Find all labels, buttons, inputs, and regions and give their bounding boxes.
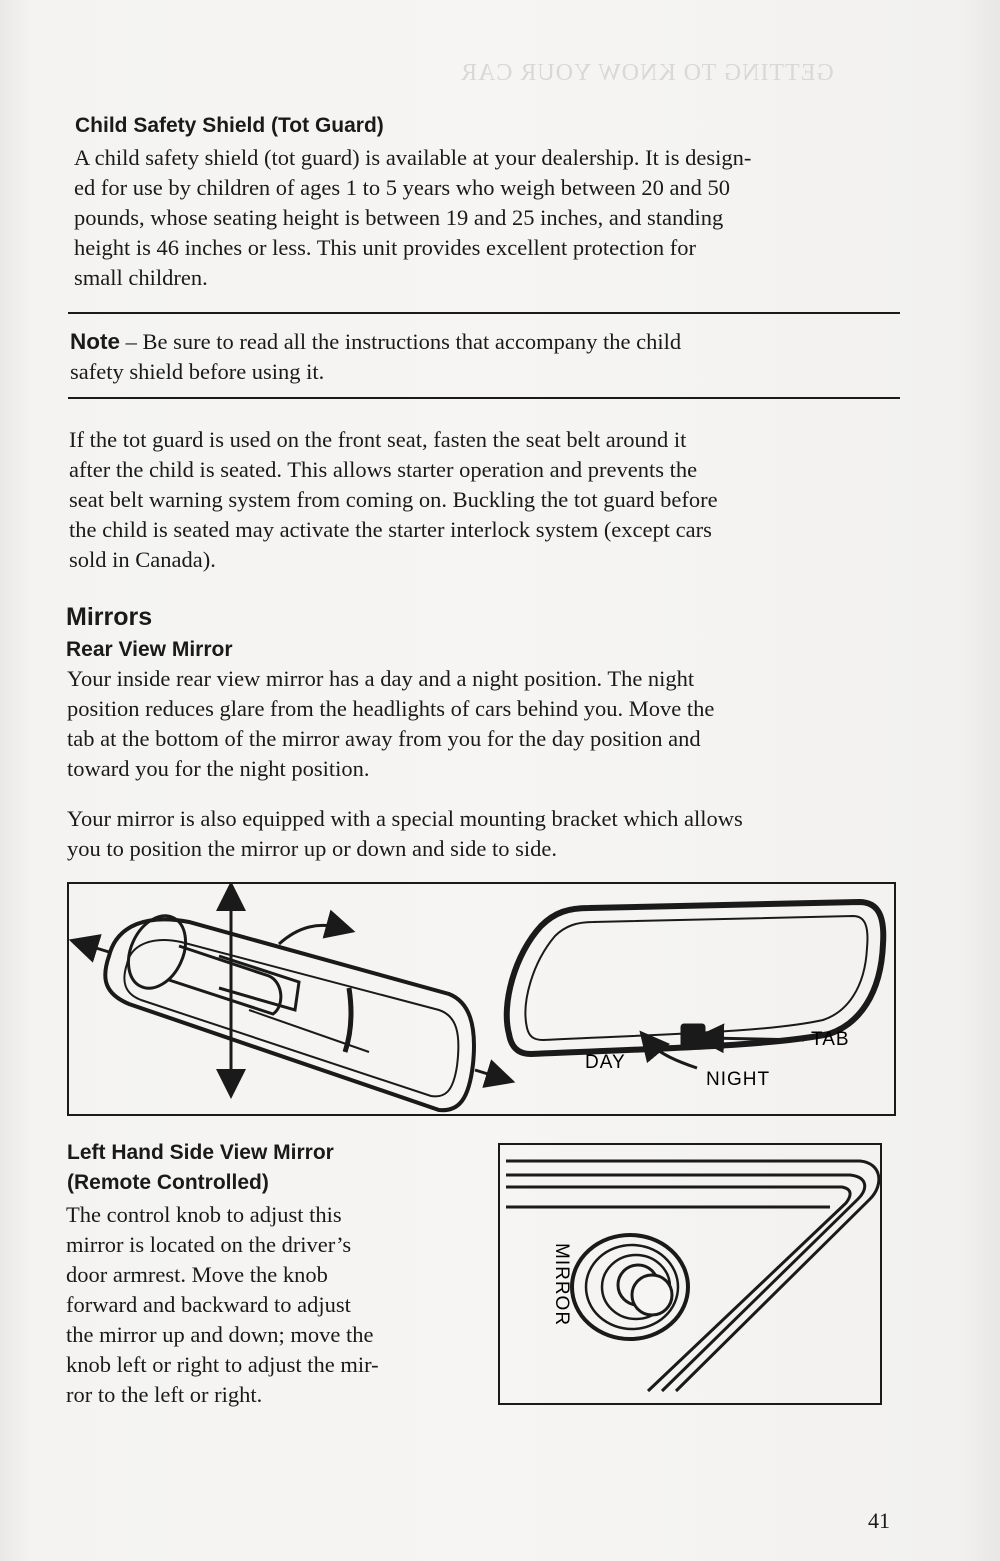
tab-label: TAB: [811, 1029, 850, 1050]
page-number: 41: [868, 1508, 890, 1533]
text-line: ed for use by children of ages 1 to 5 years who weigh between 20 and 50: [74, 175, 731, 200]
text-line: position reduces glare from the headlights of cars behind you. Move the: [67, 696, 715, 721]
text-line: after the child is seated. This allows starter operation and prevents the: [69, 457, 698, 482]
text-line: mirror is located on the driver’s: [66, 1232, 352, 1257]
left-side-mirror-subheading: (Remote Controlled): [67, 1171, 269, 1194]
text-line: the mirror up and down; move the: [66, 1322, 374, 1347]
text-line: door armrest. Move the knob: [66, 1262, 328, 1287]
text-line: seat belt warning system from coming on. Buckling the tot guard before: [69, 487, 718, 512]
remote-mirror-figure: [498, 1143, 882, 1405]
text-line: small children.: [74, 265, 208, 290]
text-line: you to position the mirror up or down and side to side.: [67, 836, 557, 861]
rear-view-mirror-figure: [67, 882, 896, 1116]
text-line: the child is seated may activate the starter interlock system (except cars: [69, 517, 712, 542]
text-line: toward you for the night position.: [67, 756, 370, 781]
armrest-knob-illustration: [500, 1145, 880, 1403]
left-side-mirror-paragraph: [66, 1200, 379, 1410]
text-line: A child safety shield (tot guard) is available at your dealership. It is design-: [74, 145, 752, 170]
note-text-line2: safety shield before using it.: [70, 359, 325, 384]
note-label: Note: [70, 329, 120, 354]
text-line: knob left or right to adjust the mir-: [66, 1352, 379, 1377]
rear-view-paragraph-1: [67, 664, 714, 784]
text-line: ror to the left or right.: [66, 1382, 263, 1407]
rear-view-mirror-illustration: [69, 884, 894, 1114]
rear-view-paragraph-2: [67, 804, 743, 864]
text-line: Your mirror is also equipped with a special mounting bracket which allows: [67, 806, 743, 831]
note-top-rule: [68, 312, 900, 314]
note-text: – Be sure to read all the instructions that accompany the child: [120, 329, 682, 354]
note-paragraph: [70, 327, 681, 387]
left-side-mirror-heading: Left Hand Side View Mirror: [67, 1141, 334, 1164]
mirror-knob-label: MIRROR: [551, 1243, 572, 1327]
text-line: height is 46 inches or less. This unit provides excellent protection for: [74, 235, 696, 260]
night-label: NIGHT: [706, 1069, 771, 1090]
text-line: pounds, whose seating height is between 19 and 25 inches, and standing: [74, 205, 724, 230]
child-safety-heading: Child Safety Shield (Tot Guard): [75, 114, 384, 137]
tot-guard-paragraph: [69, 425, 718, 575]
mirrors-heading: Mirrors: [66, 603, 153, 631]
rear-view-heading: Rear View Mirror: [66, 638, 233, 661]
text-line: sold in Canada).: [69, 547, 216, 572]
text-line: Your inside rear view mirror has a day and a night position. The night: [67, 666, 695, 691]
note-bottom-rule: [68, 397, 900, 399]
child-safety-paragraph: [74, 143, 751, 293]
bleed-through-text: GETTING TO KNOW YOUR CAR: [460, 60, 834, 86]
mirror-adjustable-drawing: [83, 896, 501, 1110]
text-line: tab at the bottom of the mirror away from you for the day position and: [67, 726, 701, 751]
day-label: DAY: [585, 1052, 626, 1073]
text-line: If the tot guard is used on the front seat, fasten the seat belt around it: [69, 427, 687, 452]
text-line: The control knob to adjust this: [66, 1202, 342, 1227]
text-line: forward and backward to adjust: [66, 1292, 351, 1317]
